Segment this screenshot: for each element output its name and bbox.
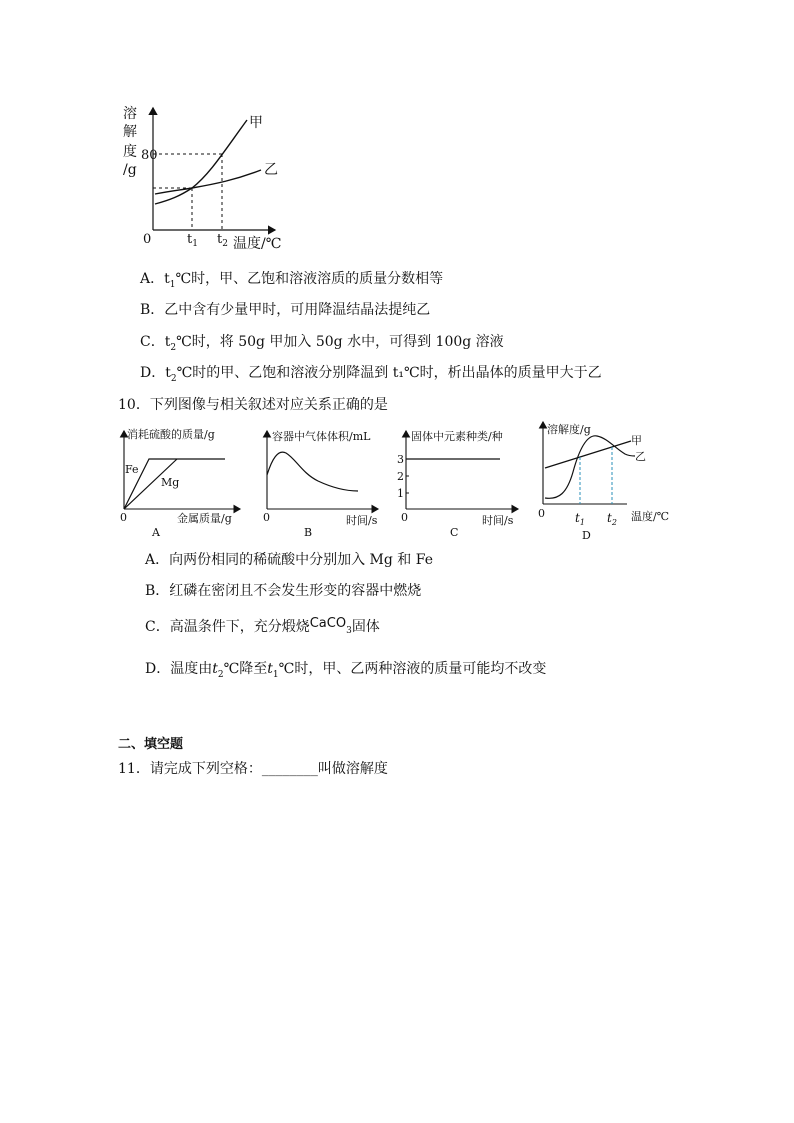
origin-label: 0 xyxy=(143,232,152,247)
curve-yi xyxy=(155,170,261,194)
graph-c-xlabel: 时间/s xyxy=(482,514,514,527)
label-yi: 乙 xyxy=(264,162,278,178)
graph-b xyxy=(258,425,388,540)
graph-d-ylabel: 溶解度/g xyxy=(547,423,591,436)
x-tick-t2: $t_2$ xyxy=(217,232,228,249)
graph-b-origin: 0 xyxy=(263,511,270,524)
q11: 11．请完成下列空格：________叫做溶解度 xyxy=(118,761,388,777)
graph-d-label-jia: 甲 xyxy=(631,434,642,447)
graph-c-tick-2: 2 xyxy=(397,470,404,483)
q10-option-d[interactable]: D．温度由$t_2℃$降至$t_1℃$时，甲、乙两种溶液的质量可能均不改变 xyxy=(145,661,547,680)
graph-a-ylabel: 消耗硫酸的质量/g xyxy=(127,428,215,441)
q9-option-a[interactable]: A．$t_1℃$时，甲、乙饱和溶液溶质的质量分数相等 xyxy=(140,271,444,290)
graph-b-xlabel: 时间/s xyxy=(346,514,378,527)
q10-option-b[interactable]: B．红磷在密闭且不会发生形变的容器中燃烧 xyxy=(145,583,422,599)
graph-d-curve-yi xyxy=(545,436,635,498)
q9-option-d[interactable]: D．$t_2℃$时的甲、乙饱和溶液分别降温到 t₁℃时，析出晶体的质量甲大于乙 xyxy=(140,365,602,384)
label-jia: 甲 xyxy=(249,115,263,131)
graph-d-xlabel: 温度/℃ xyxy=(631,510,670,523)
graph-c-caption: C xyxy=(450,526,459,539)
y-label-char: /g xyxy=(123,162,137,178)
y-label-char: 溶 xyxy=(123,106,137,122)
graph-c xyxy=(396,425,526,540)
q9-option-b[interactable]: B．乙中含有少量甲时，可用降温结晶法提纯乙 xyxy=(140,302,431,318)
graph-a-xlabel: 金属质量/g xyxy=(177,512,232,525)
graph-c-tick-3: 3 xyxy=(397,453,404,466)
q10-stem: 10．下列图像与相关叙述对应关系正确的是 xyxy=(118,397,388,413)
solubility-graph-q9 xyxy=(115,100,295,255)
graph-a xyxy=(115,425,245,540)
section-title: 二、填空题 xyxy=(118,737,184,752)
y-label-char: 解 xyxy=(123,124,137,140)
graph-d-caption: D xyxy=(582,529,591,542)
y-label-char: 度 xyxy=(123,144,137,160)
graph-d-label-yi: 乙 xyxy=(635,450,646,463)
graph-b-ylabel: 容器中气体体积/mL xyxy=(272,430,371,443)
graph-a-mg-label: Mg xyxy=(161,476,180,489)
graph-a-caption: A xyxy=(152,526,160,539)
graph-d xyxy=(535,418,680,543)
graph-c-ylabel: 固体中元素种类/种 xyxy=(411,430,503,443)
x-label: 温度/℃ xyxy=(233,236,282,252)
graph-d-curve-jia xyxy=(545,441,631,468)
graph-c-tick-1: 1 xyxy=(397,487,404,500)
q10-option-a[interactable]: A．向两份相同的稀硫酸中分别加入 Mg 和 Fe xyxy=(145,552,433,568)
x-tick-t1: $t_1$ xyxy=(187,232,198,249)
graph-a-fe-label: Fe xyxy=(125,463,139,476)
graph-d-t1: $t_1$ xyxy=(575,511,585,527)
graph-b-curve xyxy=(267,452,358,491)
q10-option-c[interactable]: C．高温条件下，充分煅烧CaCO$_3$固体 xyxy=(145,616,380,636)
graph-c-origin: 0 xyxy=(401,511,408,524)
y-tick-80: 80 xyxy=(141,148,158,163)
graph-d-origin: 0 xyxy=(538,507,545,520)
q9-option-c[interactable]: C．$t_2℃$时，将 50g 甲加入 50g 水中，可得到 100g 溶液 xyxy=(140,334,504,353)
graph-a-origin: 0 xyxy=(120,511,127,524)
graph-b-caption: B xyxy=(304,526,313,539)
q11-blank[interactable]: ________ xyxy=(261,761,318,777)
graph-d-t2: $t_2$ xyxy=(607,511,617,527)
